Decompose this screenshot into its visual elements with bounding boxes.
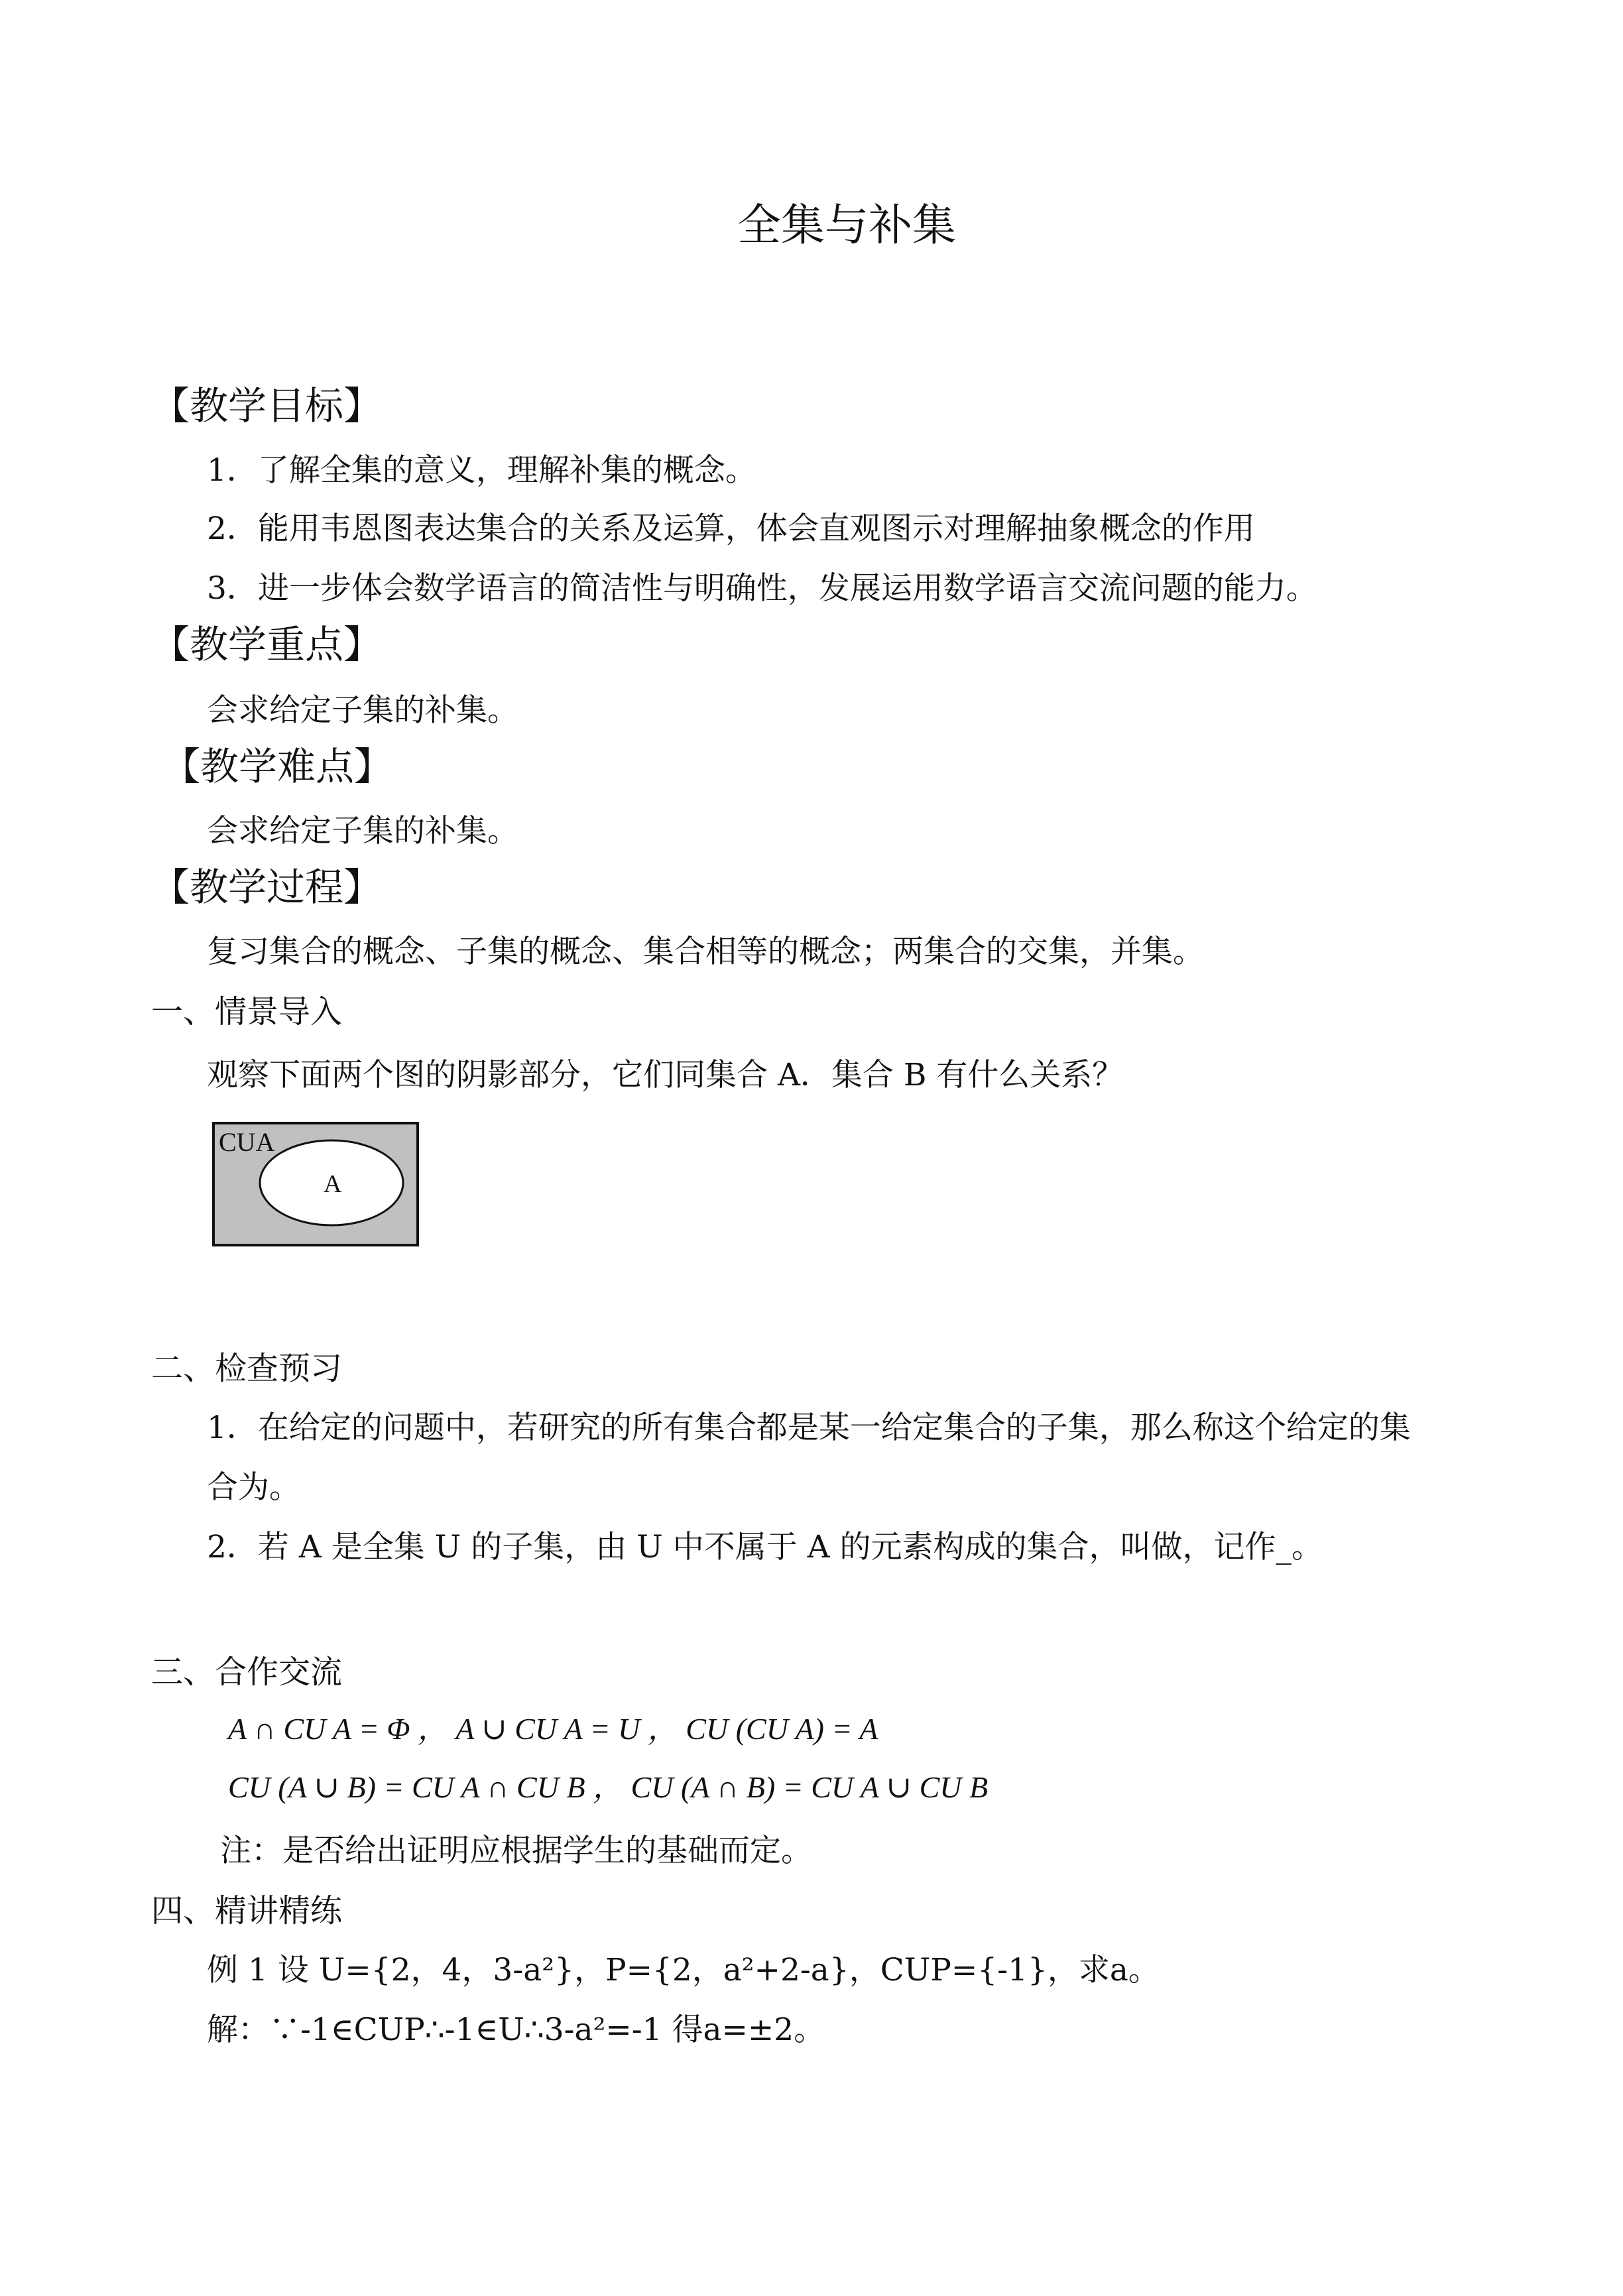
difficulty-heading: 【教学难点】	[162, 744, 393, 789]
section4-heading: 四、精讲精练	[151, 1892, 343, 1929]
section2-item2: 2．若 A 是全集 U 的子集，由 U 中不属于 A 的元素构成的集合，叫做，记作_。	[207, 1529, 1323, 1565]
goal-item-2: 2．能用韦恩图表达集合的关系及运算，体会直观图示对理解抽象概念的作用	[207, 511, 1255, 547]
example-1-solution: 解：∵-1∈CUP∴-1∈U∴3-a²=-1 得a=±2。	[207, 2012, 825, 2048]
section3-heading: 三、合作交流	[151, 1654, 343, 1691]
section1-text: 观察下面两个图的阴影部分，它们同集合 A．集合 B 有什么关系？	[207, 1057, 1124, 1093]
formula-line-2: CU (A ∪ B) = CU A ∩ CU B ， CU (A ∩ B) = CU A ∪ CU B	[228, 1770, 989, 1804]
set-a-label: A	[324, 1170, 342, 1198]
section3-note: 注：是否给出证明应根据学生的基础而定。	[220, 1833, 812, 1869]
complement-label: CUA	[219, 1127, 275, 1157]
process-review: 复习集合的概念、子集的概念、集合相等的概念；两集合的交集，并集。	[207, 934, 1204, 970]
venn-diagram	[212, 1122, 419, 1246]
section2-item1-line2: 合为。	[207, 1469, 300, 1506]
page-title: 全集与补集	[737, 200, 956, 251]
formula-line-1: A ∩ CU A = Φ ， A ∪ CU A = U ， CU (CU A) = A	[228, 1712, 878, 1746]
key-point-heading: 【教学重点】	[151, 622, 383, 667]
goals-heading: 【教学目标】	[151, 383, 383, 428]
example-1: 例 1 设 U={2，4，3-a²}，P={2，a²+2-a}，CUP={-1}，求a。	[207, 1952, 1160, 1988]
goal-item-3: 3．进一步体会数学语言的简洁性与明确性，发展运用数学语言交流问题的能力。	[207, 570, 1317, 607]
section2-item1-line1: 1．在给定的问题中，若研究的所有集合都是某一给定集合的子集，那么称这个给定的集	[207, 1410, 1411, 1446]
goal-item-1: 1．了解全集的意义，理解补集的概念。	[207, 452, 756, 489]
section2-heading: 二、检查预习	[151, 1350, 343, 1387]
section1-heading: 一、情景导入	[151, 993, 343, 1030]
key-point-text: 会求给定子集的补集。	[207, 692, 518, 729]
difficulty-text: 会求给定子集的补集。	[207, 813, 518, 849]
process-heading: 【教学过程】	[151, 865, 383, 910]
